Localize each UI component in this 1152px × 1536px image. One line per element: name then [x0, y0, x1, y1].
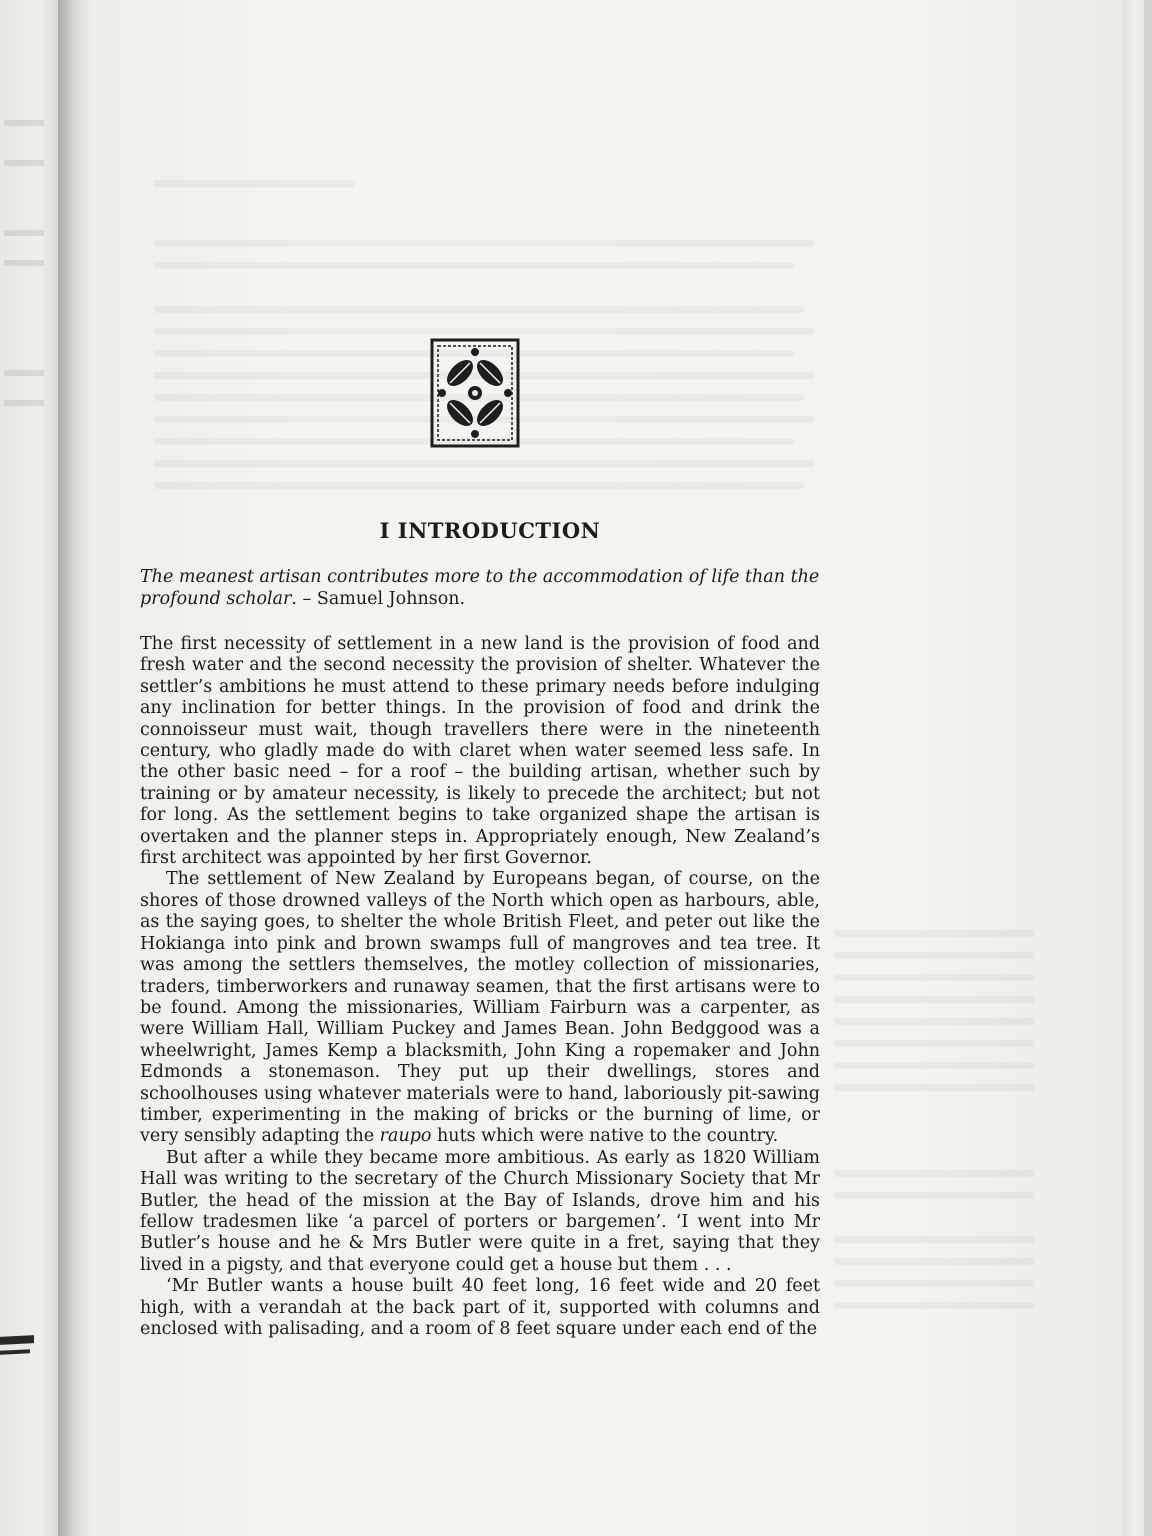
bleed-through [834, 974, 1034, 981]
bleed-mark [4, 160, 44, 166]
bleed-through [154, 328, 814, 335]
bleed-through [834, 1280, 1034, 1287]
bleed-mark [4, 370, 44, 376]
bleed-through [834, 1170, 1034, 1177]
bleed-through [834, 1062, 1034, 1069]
bleed-through [834, 1084, 1034, 1091]
paragraph: But after a while they became more ambitious. As early as 1820 William Hall was writing to the secretary of the Church Missionary Society that Mr Butler, the head of the mission at the Bay of Islands, drove him and his fellow tradesmen like ‘a parcel of porters or bargemen’. ‘I went into Mr Butler’s house and he & Mrs Butler were quite in a fret, saying that they lived in a pigsty, and that everyone could get a house but them . . . [140, 1147, 820, 1275]
bleed-mark [4, 120, 44, 126]
bleed-through [834, 952, 1034, 959]
body-text [140, 634, 820, 1340]
epigraph-quote: The meanest artisan contributes more to the accommodation of life than the profound scholar [140, 567, 820, 609]
bleed-through [834, 996, 1034, 1003]
paragraph-text: huts which were native to the country. [431, 1126, 779, 1147]
binding-edge [1144, 0, 1152, 1536]
paragraph [140, 869, 820, 1147]
left-page-rule [0, 1335, 34, 1345]
bleed-through [154, 482, 804, 489]
bleed-through [154, 460, 814, 467]
paragraph-italic-term: raupo [379, 1126, 432, 1147]
epigraph [140, 566, 820, 610]
bleed-through [834, 930, 1034, 937]
bleed-through [834, 1018, 1034, 1025]
bleed-through [834, 1192, 1034, 1199]
paragraph: The first necessity of settlement in a new land is the provision of food and fresh water and the second necessity the provision of shelter. Whatever the settler’s ambitions he must attend to these primary needs before indulging any inclination for better things. In the provision of food and drink the connoisseur must wait, though travellers there were in the nineteenth century, who gladly made do with claret when water seemed less safe. In the other basic need – for a roof – the building artisan, whether such by training or by amateur necessity, is likely to precede the architect; but not for long. As the settlement begins to take organized shape the artisan is overtaken and the planner steps in. Appropriately enough, New Zealand’s first architect was appointed by her first Governor. [140, 634, 820, 869]
bleed-through [834, 1040, 1034, 1047]
paragraph: ‘Mr Butler wants a house built 40 feet long, 16 feet wide and 20 feet high, with a verandah at the back part of it, supported with columns and enclosed with palisading, and a room of 8 feet square under each end of the [140, 1276, 820, 1339]
bleed-mark [4, 230, 44, 236]
bleed-through [834, 1302, 1034, 1309]
bleed-mark [4, 400, 44, 406]
chapter-heading: I INTRODUCTION [379, 518, 601, 543]
epigraph-attribution: . – Samuel Johnson. [291, 589, 466, 609]
bleed-through [154, 306, 804, 313]
left-facing-page [0, 0, 58, 1536]
bleed-through [154, 262, 794, 269]
bleed-through [834, 1258, 1034, 1265]
book-gutter [58, 0, 94, 1536]
paragraph-text: The settlement of New Zealand by Europeans began, of course, on the shores of those drowned valleys of the North which open as harbours, able, as the saying goes, to shelter the whole British Fleet, and peter out like the Hokianga into pink and brown swamps full of mangroves and tea tree. It was among the settlers themselves, the motley collection of missionaries, traders, timberworkers and runaway seamen, that the first artisans were to be found. Among the missionaries, William Fairburn was a carpenter, as were William Hall, William Puckey and James Bean. John Bedggood was a wheelwright, James Kemp a blacksmith, John King a ropemaker and John Edmonds a stonemason. They put up their dwellings, stores and schoolhouses using whatever materials were to hand, laboriously pit-sawing timber, experimenting in the making of bricks or the burning of lime, or very sensibly adapting the [140, 869, 820, 1147]
left-page-rule [0, 1349, 30, 1355]
page-stack-edge [1122, 0, 1152, 1536]
bleed-through [154, 180, 354, 187]
bleed-mark [4, 260, 44, 266]
bleed-through [154, 240, 814, 247]
bleed-through [834, 1236, 1034, 1243]
celtic-knot-ornament-icon [430, 338, 520, 448]
